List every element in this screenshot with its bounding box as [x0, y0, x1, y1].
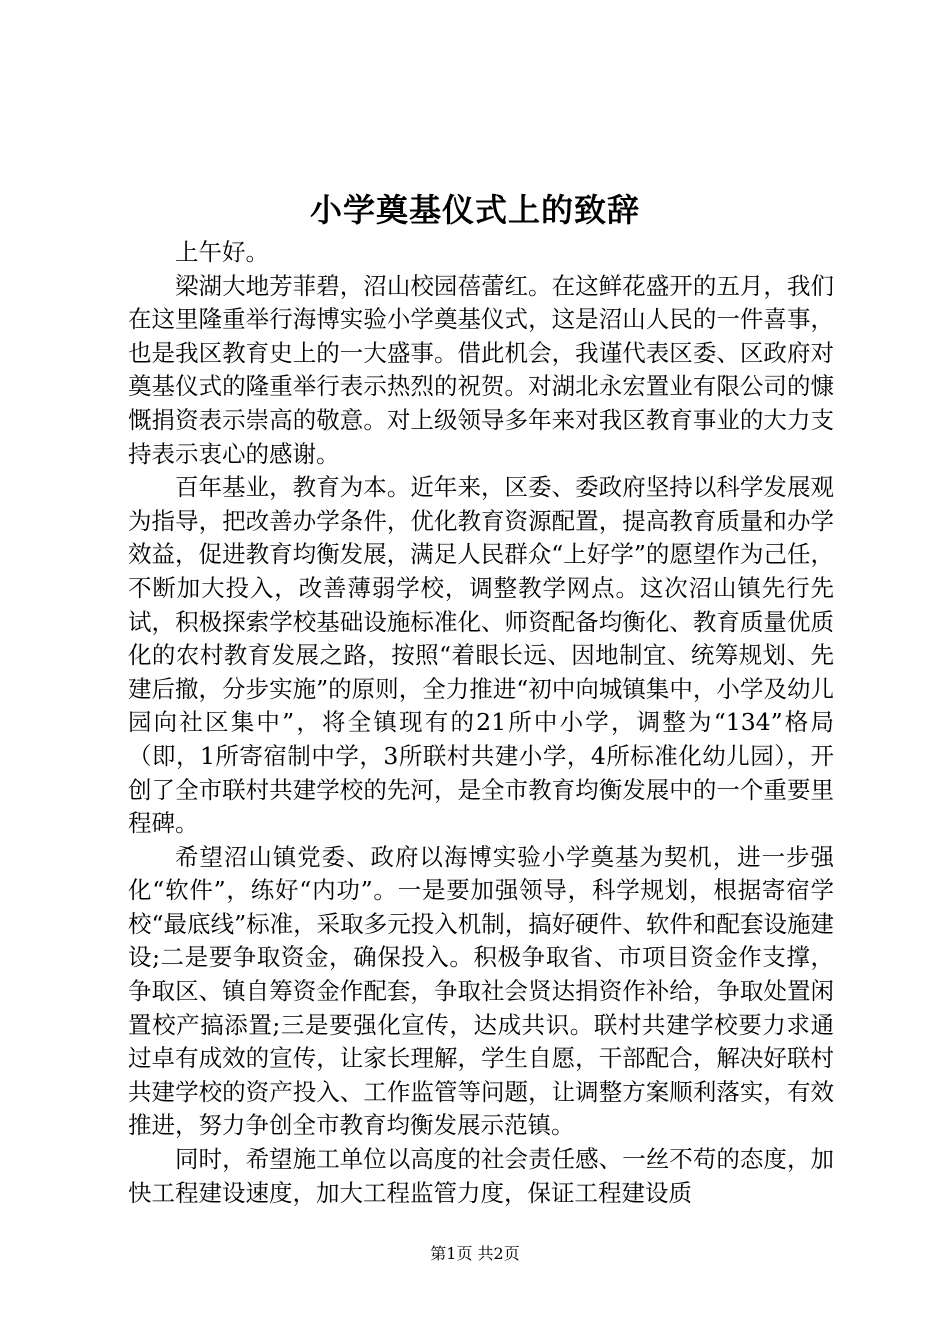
paragraph-opening: 梁湖大地芳菲碧，沼山校园蓓蕾红。在这鲜花盛开的五月，我们在这里隆重举行海博实验小学奠基仪式，这是沼山人民的一件喜事，也是我区教育史上的一大盛事。借此机会，我谨代表区委、区政府对奠基仪式的隆重举行表示热烈的祝贺。对湖北永宏置业有限公司的慷慨捐资表示崇高的敬意。对上级领导多年来对我区教育事业的大力支持表示衷心的感谢。	[128, 271, 834, 468]
paragraph-greeting: 上午好。	[175, 238, 269, 266]
paragraph-expectations: 希望沼山镇党委、政府以海博实验小学奠基为契机，进一步强化“软件”，练好“内功”。一是要加强领导，科学规划，根据寄宿学校“最底线”标准，采取多元投入机制，搞好硬件、软件和配套设施建设;二是要争取资金，确保投入。积极争取省、市项目资金作支撑，争取区、镇自筹资金作配套，争取社会贤达捐资作补给，争取处置闲置校产搞添置;三是要强化宣传，达成共识。联村共建学校要力求通过卓有成效的宣传，让家长理解，学生自愿，干部配合，解决好联村共建学校的资产投入、工作监管等问题，让调整方案顺利落实，有效推进，努力争创全市教育均衡发展示范镇。	[128, 842, 834, 1140]
paragraph-construction: 同时，希望施工单位以高度的社会责任感、一丝不苟的态度，加快工程建设速度，加大工程监管力度，保证工程建设质	[128, 1145, 834, 1207]
page-title: 小学奠基仪式上的致辞	[309, 191, 640, 229]
document-body	[128, 236, 834, 1210]
page-footer: 第1页 共2页	[430, 1244, 520, 1263]
paragraph-education-reform: 百年基业，教育为本。近年来，区委、委政府坚持以科学发展观为指导，把改善办学条件，优化教育资源配置，提高教育质量和办学效益，促进教育均衡发展，满足人民群众“上好学”的愿望作为己任，不断加大投入，改善薄弱学校，调整教学网点。这次沼山镇先行先试，积极探索学校基础设施标准化、师资配备均衡化、教育质量优质化的农村教育发展之路，按照“着眼长远、因地制宜、统筹规划、先建后撤，分步实施”的原则，全力推进“初中向城镇集中，小学及幼儿园向社区集中”，将全镇现有的21所中小学，调整为“134”格局（即，1所寄宿制中学，3所联村共建小学，4所标准化幼儿园），开创了全市联村共建学校的先河，是全市教育均衡发展中的一个重要里程碑。	[128, 473, 834, 838]
